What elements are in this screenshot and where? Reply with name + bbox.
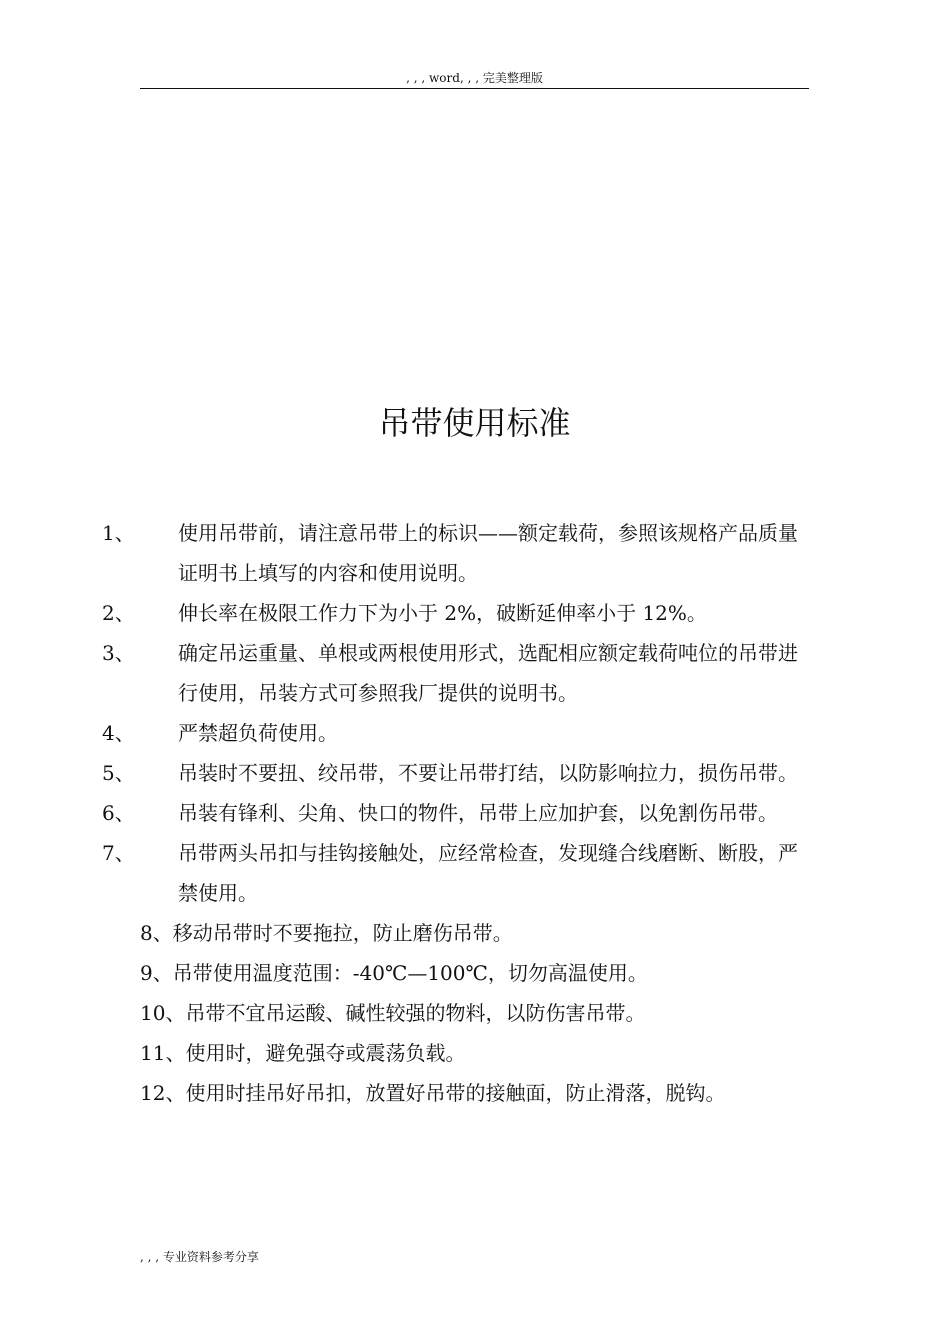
rules-list [102, 513, 809, 1113]
list-item [140, 1033, 809, 1073]
item-number: 11、 [140, 1041, 186, 1065]
item-number: 12、 [140, 1081, 186, 1105]
item-text: 使用时，避免强夺或震荡负载。 [185, 1041, 466, 1065]
item-number: 1、 [102, 521, 135, 545]
item-number: 7、 [102, 841, 135, 865]
header-divider [140, 88, 809, 89]
item-number: 6、 [102, 801, 135, 825]
list-item [140, 913, 809, 953]
list-item [102, 593, 809, 633]
item-number: 2、 [102, 601, 135, 625]
item-text: 确定吊运重量、单根或两根使用形式，选配相应额定载荷吨位的吊带进行使用，吊装方式可参照我厂提供的说明书。 [178, 641, 798, 705]
document-title: 吊带使用标准 [378, 404, 571, 442]
item-text: 吊带两头吊扣与挂钩接触处，应经常检查，发现缝合线磨断、断股，严禁使用。 [178, 841, 798, 905]
list-item [102, 793, 809, 833]
item-number: 4、 [102, 721, 135, 745]
item-text: 严禁超负荷使用。 [178, 721, 338, 745]
item-text: 使用吊带前，请注意吊带上的标识——额定载荷，参照该规格产品质量证明书上填写的内容和使用说明。 [178, 521, 798, 585]
list-item [140, 953, 809, 993]
item-text: 吊装时不要扭、绞吊带，不要让吊带打结，以防影响拉力，损伤吊带。 [178, 761, 798, 785]
item-text: 吊带使用温度范围：-40℃—100℃，切勿高温使用。 [172, 961, 648, 985]
list-item [102, 753, 809, 793]
item-text: 吊装有锋利、尖角、快口的物件，吊带上应加护套，以免割伤吊带。 [178, 801, 778, 825]
list-item [102, 713, 809, 753]
list-item [102, 633, 809, 713]
item-text: 使用时挂吊好吊扣，放置好吊带的接触面，防止滑落，脱钩。 [185, 1081, 726, 1105]
page-footer: , , , 专业资料参考分享 [140, 1250, 259, 1264]
item-text: 吊带不宜吊运酸、碱性较强的物料，以防伤害吊带。 [185, 1001, 646, 1025]
item-text: 移动吊带时不要拖拉，防止磨伤吊带。 [172, 921, 513, 945]
item-number: 5、 [102, 761, 135, 785]
item-number: 3、 [102, 641, 135, 665]
item-number: 9、 [140, 961, 173, 985]
item-number: 10、 [140, 1001, 186, 1025]
list-item [102, 833, 809, 913]
list-item [102, 513, 809, 593]
page-header: , , , word, , , 完美整理版 [406, 71, 543, 85]
item-text: 伸长率在极限工作力下为小于 2%，破断延伸率小于 12%。 [178, 601, 707, 625]
item-number: 8、 [140, 921, 173, 945]
list-item [140, 1073, 809, 1113]
list-item [140, 993, 809, 1033]
